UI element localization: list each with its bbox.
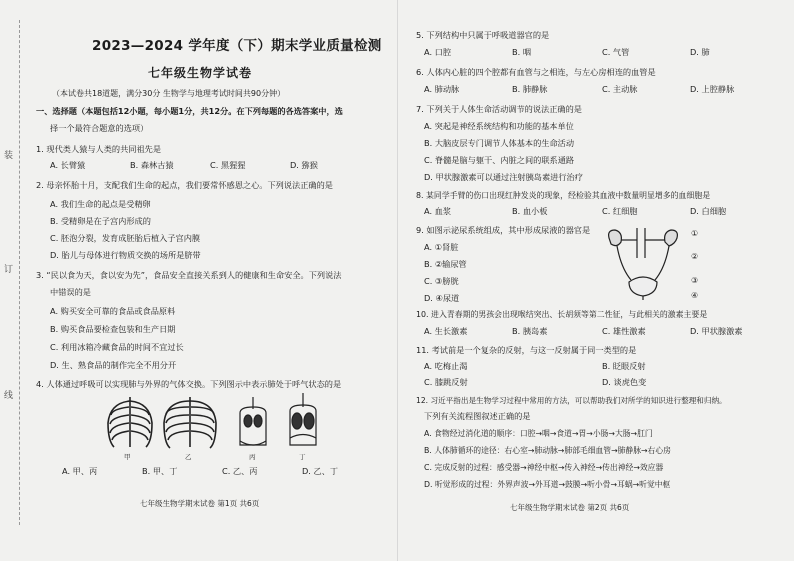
breathing-diagram xyxy=(100,393,330,451)
q10-option-d: D. 甲状腺激素 xyxy=(690,326,743,336)
q6-option-b: B. 肺静脉 xyxy=(512,84,548,94)
q4-option-d: D. 乙、丁 xyxy=(302,466,339,476)
question-4-stem: 4. 人体通过呼吸可以实现肺与外界的气体交换。下列图示中表示肺处于呼气状态的是 xyxy=(36,379,342,389)
section-instruction-line2: 择一个最符合题意的选项） xyxy=(50,123,149,133)
q7-option-a: A. 突起是神经系统结构和功能的基本单位 xyxy=(424,121,574,131)
question-8-stem: 8. 某同学手臂的伤口出现红肿发炎的现象，经检验其血液中数量明显增多的血细胞是 xyxy=(416,191,711,200)
q8-option-a: A. 血浆 xyxy=(424,206,452,216)
question-12-stem-line2: 下列有关流程图叙述正确的是 xyxy=(424,411,531,421)
q6-option-a: A. 肺动脉 xyxy=(424,84,460,94)
margin-mark-ding: 订 xyxy=(4,265,14,275)
q4-fig-label-jia: 甲 xyxy=(124,453,131,461)
exam-subtitle: 七年级生物学试卷 xyxy=(148,66,253,80)
q10-option-c: C. 雄性激素 xyxy=(602,326,646,336)
q1-option-a: A. 长臂猿 xyxy=(50,160,86,170)
urinary-system-diagram xyxy=(603,228,683,300)
q2-option-c: C. 胚泡分裂，发育成胚胎后植入子宫内膜 xyxy=(50,233,201,243)
q5-option-d: D. 肺 xyxy=(690,47,710,57)
q8-option-b: B. 血小板 xyxy=(512,206,548,216)
q2-option-a: A. 我们生命的起点是受精卵 xyxy=(50,199,151,209)
q9-option-b: B. ②输尿管 xyxy=(424,259,467,269)
q3-option-d: D. 生、熟食品的制作完全不用分开 xyxy=(50,360,177,370)
q2-option-d: D. 胎儿与母体进行物质交换的场所是脐带 xyxy=(50,250,201,260)
section-instruction-line1: 一、选择题（本题包括12小题，每小题1分，共12分。在下列每题的各选答案中，选 xyxy=(36,106,343,116)
page-1-footer: 七年级生物学期末试卷 第1页 共6页 xyxy=(140,499,260,508)
q3-option-a: A. 购买安全可靠的食品或食品原料 xyxy=(50,306,176,316)
q4-option-a: A. 甲、丙 xyxy=(62,466,98,476)
question-7-stem: 7. 下列关于人体生命活动调节的说法正确的是 xyxy=(416,104,582,114)
q9-fig-label-3: ③ xyxy=(691,276,699,285)
q9-fig-label-4: ④ xyxy=(691,291,699,300)
q2-option-b: B. 受精卵是在子宫内形成的 xyxy=(50,216,151,226)
exam-title: 2023—2024 学年度（下）期末学业质量检测 xyxy=(92,38,382,54)
q4-fig-label-yi: 乙 xyxy=(185,453,192,461)
margin-mark-zhuang: 装 xyxy=(4,151,14,161)
q6-option-c: C. 主动脉 xyxy=(602,84,638,94)
q4-fig-label-bing: 丙 xyxy=(249,453,256,461)
q9-option-d: D. ④尿道 xyxy=(424,293,460,303)
q1-option-d: D. 猕猴 xyxy=(290,160,318,170)
q12-option-a: A. 食物经过消化道的顺序：口腔→咽→食道→胃→小肠→大肠→肛门 xyxy=(424,429,653,438)
q11-option-a: A. 吃梅止渴 xyxy=(424,361,468,371)
question-3-stem-line1: 3. “民以食为天，食以安为先”，食品安全直接关系到人的健康和生命安全。下列说法 xyxy=(36,270,342,280)
ribcage-figure-yi xyxy=(164,397,216,448)
q11-option-d: D. 谈虎色变 xyxy=(602,377,647,387)
question-5-stem: 5. 下列结构中只属于呼吸道器官的是 xyxy=(416,30,550,40)
q9-fig-label-1: ① xyxy=(691,229,699,238)
margin-mark-xian: 线 xyxy=(4,391,14,401)
q4-fig-label-ding: 丁 xyxy=(299,453,306,461)
q1-option-b: B. 森林古猿 xyxy=(130,160,174,170)
q4-option-c: C. 乙、丙 xyxy=(222,466,258,476)
q8-option-c: C. 红细胞 xyxy=(602,206,638,216)
q5-option-c: C. 气管 xyxy=(602,47,630,57)
q8-option-d: D. 白细胞 xyxy=(690,206,727,216)
question-3-stem-line2: 中错误的是 xyxy=(50,287,91,297)
q12-option-c: C. 完成反射的过程：感受器→神经中枢→传入神经→传出神经→效应器 xyxy=(424,463,664,472)
q4-option-b: B. 甲、丁 xyxy=(142,466,178,476)
q5-option-b: B. 咽 xyxy=(512,47,532,57)
q9-option-c: C. ③膀胱 xyxy=(424,276,459,286)
q3-option-c: C. 利用冰箱冷藏食品的时间不宜过长 xyxy=(50,342,184,352)
q9-option-a: A. ①肾脏 xyxy=(424,242,459,252)
ribcage-figure-jia xyxy=(108,397,152,447)
page-2-footer: 七年级生物学期末试卷 第2页 共6页 xyxy=(510,503,630,512)
q7-option-c: C. 脊髓是脑与躯干、内脏之间的联系通路 xyxy=(424,155,575,165)
q5-option-a: A. 口腔 xyxy=(424,47,452,57)
question-10-stem: 10. 进入青春期的男孩会出现喉结突出、长胡须等第二性征，与此相关的激素主要是 xyxy=(416,310,708,319)
exam-note: （本试卷共18道题，满分30分 生物学与地理考试时间共90分钟） xyxy=(52,89,286,98)
bell-jar-figure-ding xyxy=(290,393,316,445)
binding-line xyxy=(19,20,20,525)
q12-option-d: D. 听觉形成的过程：外界声波→外耳道→鼓膜→听小骨→耳蜗→听觉中枢 xyxy=(424,480,671,489)
q10-option-b: B. 胰岛素 xyxy=(512,326,548,336)
question-2-stem: 2. 母亲怀胎十月，支配我们生命的起点，我们要常怀感恩之心。下列说法正确的是 xyxy=(36,180,333,190)
q11-option-b: B. 眨眼反射 xyxy=(602,361,646,371)
q11-option-c: C. 膝跳反射 xyxy=(424,377,468,387)
q7-option-d: D. 甲状腺激素可以通过注射胰岛素进行治疗 xyxy=(424,172,583,182)
q7-option-b: B. 大脑皮层专门调节人体基本的生命活动 xyxy=(424,138,575,148)
q12-option-b: B. 人体肺循环的途径：右心室→肺动脉→肺部毛细血管→肺静脉→右心房 xyxy=(424,446,671,455)
question-12-stem-line1: 12. 习近平指出是生物学习过程中常用的方法，可以帮助我们对所学的知识进行整理和归纳。 xyxy=(416,396,727,405)
bell-jar-figure-bing xyxy=(240,397,266,445)
q6-option-d: D. 上腔静脉 xyxy=(690,84,735,94)
q9-fig-label-2: ② xyxy=(691,252,699,261)
exam-page-2 xyxy=(397,0,794,561)
q10-option-a: A. 生长激素 xyxy=(424,326,468,336)
question-1-stem: 1. 现代类人猿与人类的共同祖先是 xyxy=(36,144,162,154)
question-9-stem: 9. 如图示泌尿系统组成，其中形成尿液的器官是 xyxy=(416,225,591,235)
q1-option-c: C. 黑猩猩 xyxy=(210,160,246,170)
question-6-stem: 6. 人体内心脏的四个腔都有血管与之相连，与左心房相连的血管是 xyxy=(416,67,656,77)
q3-option-b: B. 购买食品要检查包装和生产日期 xyxy=(50,324,176,334)
question-11-stem: 11. 考试前是一个复杂的反射，与这一反射属于同一类型的是 xyxy=(416,345,637,355)
